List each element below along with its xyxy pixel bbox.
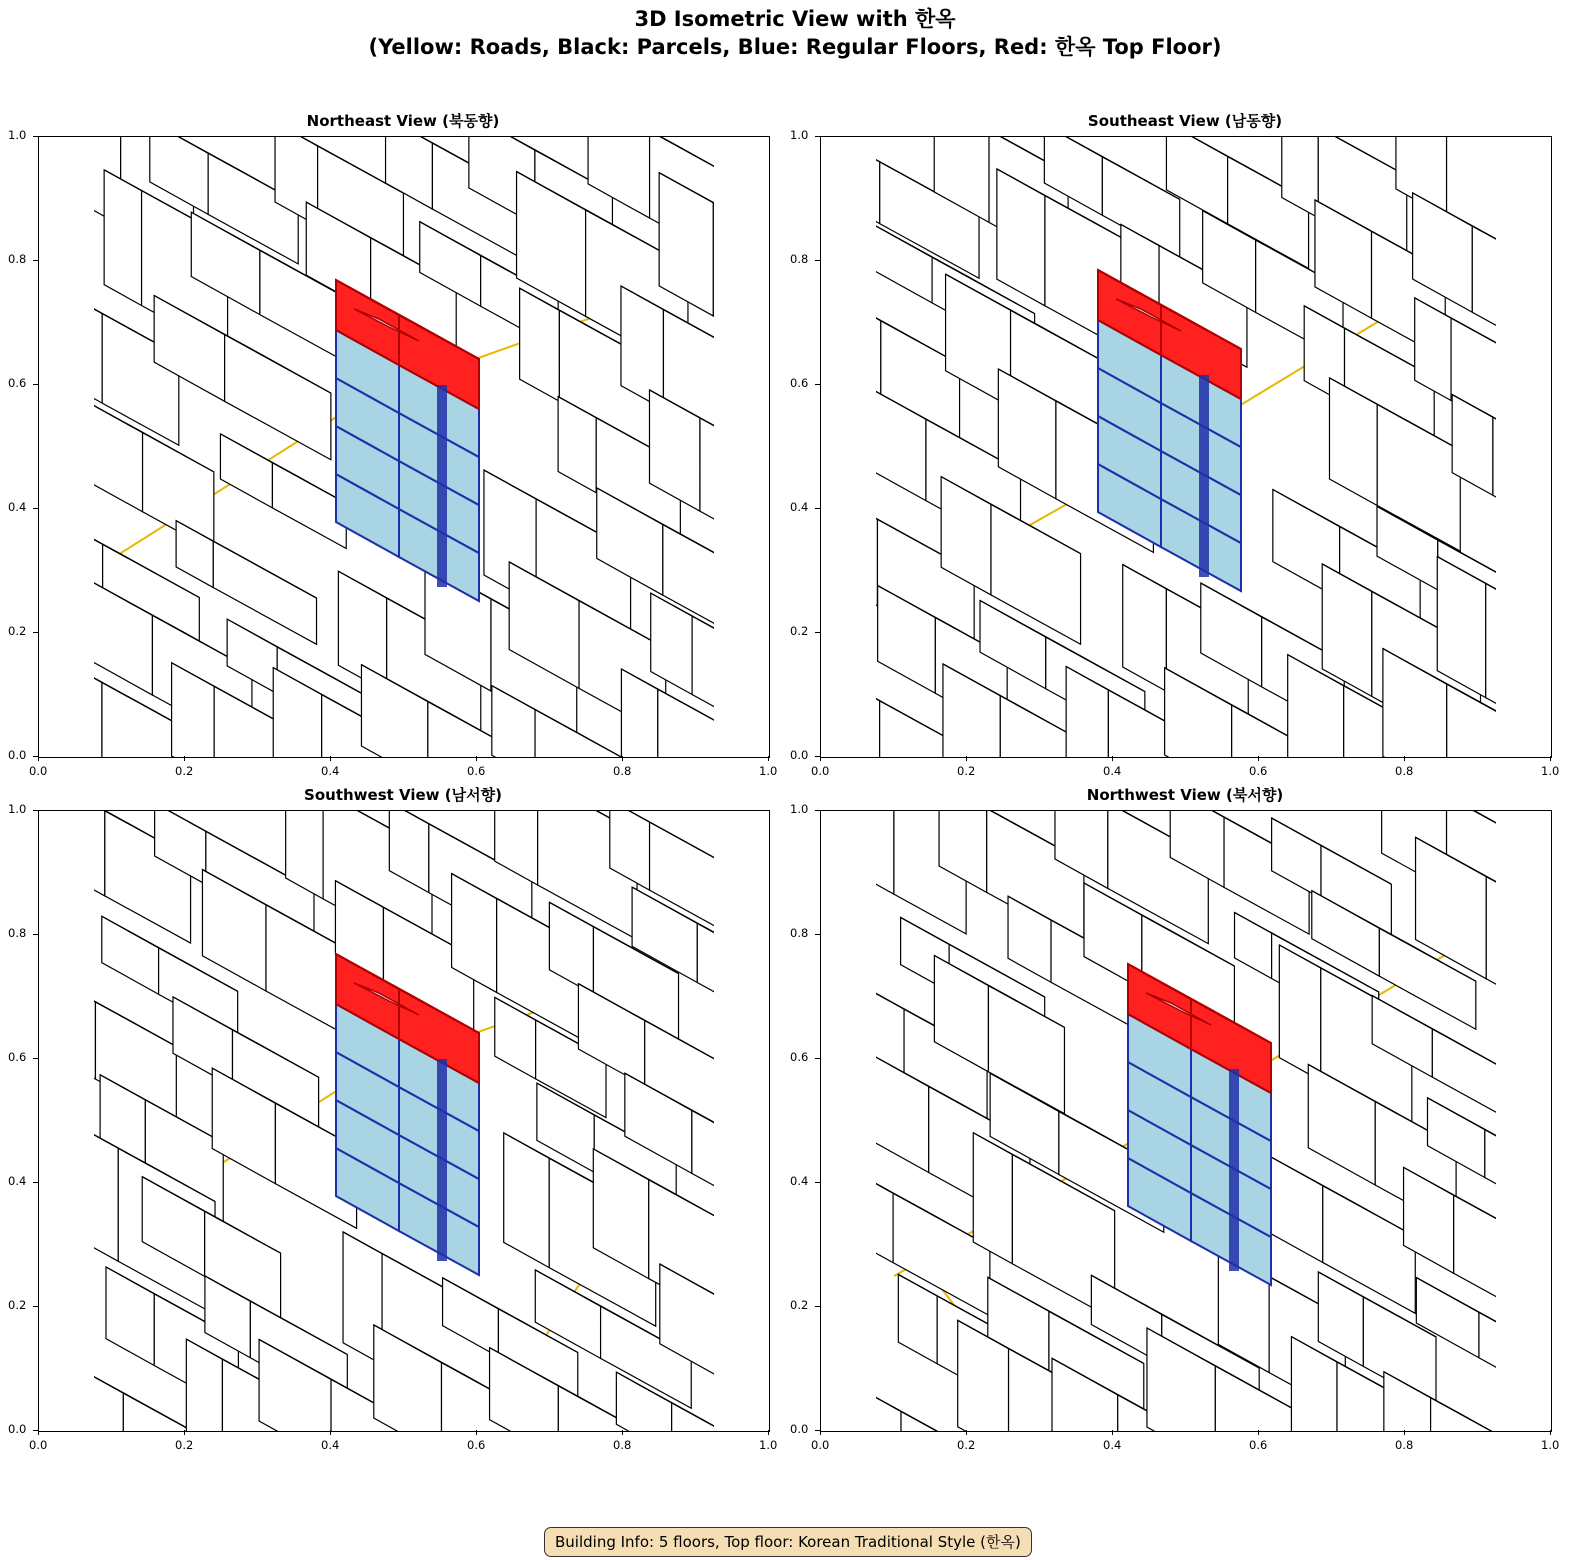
main-building [1128, 964, 1271, 1285]
y-tick-mark [33, 810, 38, 811]
x-tick-mark [622, 1430, 623, 1435]
y-tick-label: 0.2 [790, 624, 809, 638]
x-tick-mark [476, 1430, 477, 1435]
y-tick-label: 0.4 [790, 500, 809, 514]
y-tick-mark [33, 1306, 38, 1307]
y-tick-label: 0.0 [8, 748, 27, 762]
y-tick-mark [815, 934, 820, 935]
plot-area-ne [38, 136, 770, 758]
x-tick-mark [1550, 1430, 1551, 1435]
x-tick-label: 0.2 [957, 764, 976, 778]
stair-core [1229, 1069, 1239, 1271]
y-tick-mark [33, 934, 38, 935]
y-tick-mark [815, 756, 820, 757]
y-tick-label: 0.8 [790, 252, 809, 266]
plot-area-sw [38, 810, 770, 1432]
x-tick-label: 0.6 [467, 764, 486, 778]
y-tick-mark [815, 632, 820, 633]
x-tick-label: 0.4 [321, 764, 340, 778]
y-tick-mark [815, 136, 820, 137]
y-tick-mark [815, 1306, 820, 1307]
y-tick-mark [33, 632, 38, 633]
stair-core [437, 1059, 447, 1261]
y-tick-label: 1.0 [790, 128, 809, 142]
y-tick-mark [33, 260, 38, 261]
y-tick-label: 0.8 [8, 926, 27, 940]
y-tick-label: 0.2 [8, 1298, 27, 1312]
x-tick-mark [1258, 1430, 1259, 1435]
y-tick-mark [815, 1430, 820, 1431]
plot-area-nw [820, 810, 1552, 1432]
x-tick-label: 1.0 [1541, 764, 1560, 778]
x-tick-mark [476, 756, 477, 761]
isometric-drawing-nw [821, 811, 1551, 1431]
y-tick-mark [815, 810, 820, 811]
y-tick-label: 0.6 [8, 1050, 27, 1064]
main-building [336, 280, 479, 601]
x-tick-label: 0.4 [321, 1438, 340, 1452]
x-tick-label: 0.0 [29, 1438, 48, 1452]
parcel-building [1452, 395, 1551, 537]
x-tick-mark [1112, 756, 1113, 761]
y-tick-mark [815, 1058, 820, 1059]
y-tick-label: 0.4 [8, 500, 27, 514]
x-tick-mark [820, 1430, 821, 1435]
y-tick-mark [33, 384, 38, 385]
x-tick-label: 0.4 [1103, 1438, 1122, 1452]
x-tick-label: 1.0 [1541, 1438, 1560, 1452]
x-tick-label: 0.6 [1249, 1438, 1268, 1452]
y-tick-mark [815, 260, 820, 261]
x-tick-label: 0.2 [175, 764, 194, 778]
y-tick-label: 0.0 [790, 1422, 809, 1436]
x-tick-mark [966, 1430, 967, 1435]
y-tick-label: 0.8 [8, 252, 27, 266]
x-tick-mark [330, 1430, 331, 1435]
x-tick-label: 1.0 [759, 1438, 778, 1452]
y-tick-label: 0.2 [790, 1298, 809, 1312]
figure-title: 3D Isometric View with 한옥 [634, 7, 956, 31]
x-tick-label: 0.8 [613, 764, 632, 778]
y-tick-label: 0.6 [790, 1050, 809, 1064]
x-tick-mark [1550, 756, 1551, 761]
x-tick-mark [820, 756, 821, 761]
isometric-drawing-se [821, 137, 1551, 757]
figure-subtitle: (Yellow: Roads, Black: Parcels, Blue: Regular Floors, Red: 한옥 Top Floor) [368, 35, 1222, 59]
panel-title-sw: Southwest View (남서향) [304, 786, 502, 804]
y-tick-label: 0.0 [8, 1422, 27, 1436]
y-tick-label: 1.0 [790, 802, 809, 816]
x-tick-label: 0.0 [811, 764, 830, 778]
x-tick-mark [184, 1430, 185, 1435]
y-tick-label: 0.6 [790, 376, 809, 390]
panel-title-nw: Northwest View (북서향) [1086, 786, 1284, 804]
y-tick-mark [33, 136, 38, 137]
x-tick-label: 0.8 [613, 1438, 632, 1452]
y-tick-label: 0.6 [8, 376, 27, 390]
y-tick-mark [815, 508, 820, 509]
x-tick-mark [38, 1430, 39, 1435]
x-tick-label: 0.0 [29, 764, 48, 778]
y-tick-mark [33, 1430, 38, 1431]
x-tick-label: 0.6 [1249, 764, 1268, 778]
x-tick-label: 0.0 [811, 1438, 830, 1452]
x-tick-mark [1112, 1430, 1113, 1435]
x-tick-mark [1404, 756, 1405, 761]
plot-area-se [820, 136, 1552, 758]
x-tick-mark [330, 756, 331, 761]
y-tick-mark [815, 384, 820, 385]
panel-title-se: Southeast View (남동향) [1087, 112, 1283, 130]
y-tick-label: 0.8 [790, 926, 809, 940]
stair-core [1199, 375, 1209, 577]
x-tick-mark [1258, 756, 1259, 761]
isometric-drawing-ne [39, 137, 769, 757]
x-tick-label: 0.8 [1395, 1438, 1414, 1452]
y-tick-mark [33, 508, 38, 509]
x-tick-label: 0.4 [1103, 764, 1122, 778]
panel-title-ne: Northeast View (북동향) [306, 112, 500, 130]
y-tick-label: 0.4 [790, 1174, 809, 1188]
isometric-drawing-sw [39, 811, 769, 1431]
x-tick-mark [1404, 1430, 1405, 1435]
y-tick-mark [815, 1182, 820, 1183]
x-tick-mark [184, 756, 185, 761]
x-tick-mark [768, 1430, 769, 1435]
y-tick-mark [33, 756, 38, 757]
x-tick-mark [38, 756, 39, 761]
x-tick-mark [966, 756, 967, 761]
x-tick-mark [622, 756, 623, 761]
y-tick-mark [33, 1182, 38, 1183]
y-tick-label: 1.0 [8, 128, 27, 142]
x-tick-label: 0.6 [467, 1438, 486, 1452]
x-tick-mark [768, 756, 769, 761]
y-tick-label: 0.4 [8, 1174, 27, 1188]
y-tick-label: 0.0 [790, 748, 809, 762]
y-tick-label: 1.0 [8, 802, 27, 816]
y-tick-mark [33, 1058, 38, 1059]
building-info-box: Building Info: 5 floors, Top floor: Korean Traditional Style (한옥) [544, 1527, 1032, 1557]
x-tick-label: 0.2 [175, 1438, 194, 1452]
x-tick-label: 1.0 [759, 764, 778, 778]
x-tick-label: 0.2 [957, 1438, 976, 1452]
stair-core [437, 385, 447, 587]
y-tick-label: 0.2 [8, 624, 27, 638]
x-tick-label: 0.8 [1395, 764, 1414, 778]
